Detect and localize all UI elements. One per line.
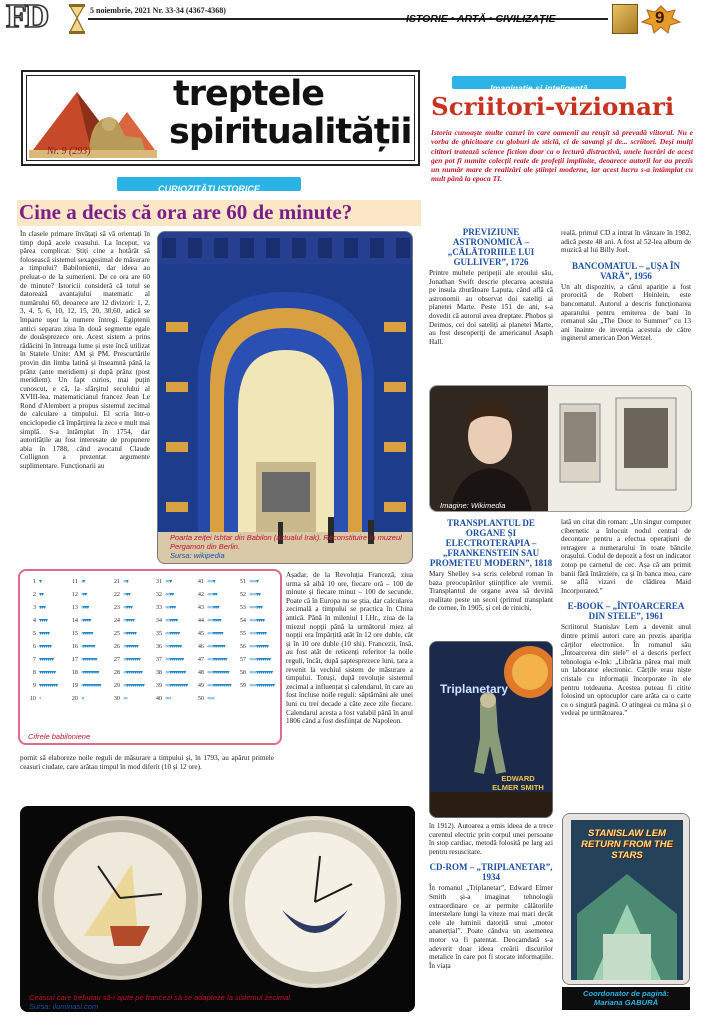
coordinator-text: Coordonator de pagină: Mariana GABURĂ	[582, 989, 670, 1007]
section-heading-transplant: TRANSPLANTUL DE ORGANE ȘI ELECTROTERAPIA – „FRANKENSTEIN SAU PROMETEU MODERN”, 1818	[429, 518, 553, 568]
section-title: ISTORIE • ARTĂ • CIVILIZAȚIE	[406, 13, 556, 25]
numeral-cell	[152, 679, 194, 692]
numeral-value: 37	[155, 656, 162, 663]
section-heading-ebook: E-BOOK – „ÎNTOARCEREA DIN STELE”, 1961	[567, 601, 685, 622]
triplanetary-title: Triplanetary	[440, 682, 509, 696]
numeral-cell	[68, 601, 110, 614]
numeral-cell	[26, 692, 68, 705]
portrait-and-books-image	[430, 386, 692, 512]
numeral-cell	[194, 640, 236, 653]
page-number-leaf	[640, 4, 682, 34]
numeral-value: 28	[113, 669, 120, 676]
numeral-value: 36	[155, 643, 162, 650]
cuneiform-glyph-icon: ‹‹‹▾	[165, 578, 172, 585]
return-from-the-stars-cover	[562, 813, 690, 985]
cuneiform-glyph-icon: ▾▾▾▾▾	[39, 630, 50, 637]
cuneiform-glyph-icon: ‹‹‹▾▾▾	[165, 604, 176, 611]
numeral-cell	[68, 575, 110, 588]
cuneiform-glyph-icon: ‹‹‹‹▾▾▾▾	[207, 617, 221, 624]
cuneiform-glyph-icon: ‹‹‹‹‹▾▾▾▾▾▾▾	[249, 656, 271, 663]
numeral-value: 43	[197, 604, 204, 611]
numeral-cell	[152, 653, 194, 666]
numeral-value: 40	[155, 695, 162, 702]
cuneiform-glyph-icon: ‹‹‹‹‹▾▾▾▾▾▾▾▾	[249, 669, 273, 676]
numeral-cell	[68, 640, 110, 653]
numeral-cell	[236, 627, 278, 640]
right-rubric-box	[452, 76, 626, 93]
cuneiform-glyph-icon: ‹‹‹‹‹▾▾▾▾▾▾▾▾▾	[249, 682, 275, 689]
cuneiform-glyph-icon: ‹▾▾▾▾▾▾▾	[81, 656, 97, 663]
numeral-value: 45	[197, 630, 204, 637]
cuneiform-glyph-icon: ‹‹‹‹‹▾▾	[249, 591, 261, 598]
numeral-cell	[236, 601, 278, 614]
cuneiform-glyph-icon: ‹▾▾▾▾▾▾▾▾▾	[81, 682, 101, 689]
numeral-cell	[236, 692, 278, 705]
ishtar-photo-caption: Poarta zeiței Ishtar din Babilon (actualul Irak). Reconstituire în muzeul Pergamon din Berlin.	[170, 533, 402, 551]
publication-logo	[6, 2, 70, 34]
cuneiform-glyph-icon: ‹‹‹‹‹▾	[249, 578, 259, 585]
numeral-cell	[236, 666, 278, 679]
numeral-value: 41	[197, 578, 204, 585]
numeral-cell	[152, 640, 194, 653]
cuneiform-glyph-icon: ‹‹	[81, 695, 84, 702]
page-number: 9	[655, 8, 665, 27]
numeral-value: 7	[32, 656, 36, 663]
cuneiform-glyph-icon: ▾▾	[39, 591, 44, 598]
cuneiform-glyph-icon: ‹▾▾▾▾	[81, 617, 91, 624]
left-rubric: CURIOZITĂȚI ISTORICE	[158, 184, 260, 194]
cuneiform-glyph-icon: ‹‹▾	[123, 578, 128, 585]
numeral-value: 13	[71, 604, 78, 611]
numeral-value: 1	[32, 578, 36, 585]
cuneiform-glyph-icon: ‹‹‹‹‹▾▾▾▾▾▾	[249, 643, 269, 650]
numeral-cell	[152, 692, 194, 705]
cuneiform-glyph-icon: ‹‹‹	[123, 695, 128, 702]
numeral-cell	[236, 575, 278, 588]
triplanetary-book-cover	[429, 641, 553, 818]
numeral-value: 52	[239, 591, 246, 598]
numeral-value: 47	[197, 656, 204, 663]
numeral-cell	[68, 627, 110, 640]
numeral-cell	[26, 614, 68, 627]
numeral-cell	[68, 588, 110, 601]
numeral-cell	[194, 601, 236, 614]
cuneiform-glyph-icon: ‹‹‹‹▾	[207, 578, 215, 585]
numeral-cell	[68, 653, 110, 666]
numeral-cell	[110, 575, 152, 588]
section-heading-cdrom: CD-ROM – „TRIPLANETAR”, 1934	[429, 862, 553, 883]
numeral-cell	[194, 679, 236, 692]
hourglass-icon	[68, 4, 86, 34]
cuneiform-glyph-icon: ‹‹‹‹	[165, 695, 171, 702]
section-text-astronomy: Printre multele peripeții ale eroului său, Jonathan Swift descrie plecarea acestuia pe insula zburătoare Laputa, când află că astronomii au observat doi sateliți ai planetei Marte. Peste 151 de ani, s-a dovedit că autorul avea dreptate. Phobos și Deimos, cei doi sateliți ai planetei Marte, au fost descoperiți de americanul Asaph Hall.	[429, 269, 553, 346]
cuneiform-glyph-icon: ‹▾	[81, 578, 85, 585]
numeral-value: 32	[155, 591, 162, 598]
numeral-cell	[26, 601, 68, 614]
cuneiform-glyph-icon: ‹‹‹▾▾▾▾▾	[165, 630, 180, 637]
rubric-banner	[21, 70, 420, 166]
ishtar-photo-source: Sursa: wikipedia	[170, 551, 225, 560]
numeral-value: 5	[32, 630, 36, 637]
coordinator-box	[562, 987, 690, 1010]
numeral-value: 3	[32, 604, 36, 611]
section-heading-astronomy: PREVIZIUNE ASTRONOMICĂ – „CĂLĂTORIILE LUI GULLIVER”, 1726	[447, 227, 535, 267]
numerals-caption: Cifrele babiloniene	[28, 732, 91, 741]
numeral-value: 20	[71, 695, 78, 702]
numeral-cell	[236, 614, 278, 627]
numeral-cell	[110, 692, 152, 705]
numeral-value: 25	[113, 630, 120, 637]
left-article-mid-text: Așadar, de la Revoluția Franceză, ziua urma să aibă 10 ore, fiecare oră – 100 de minute și fiecare minut – 100 de secunde. Poate că în Europa nu se știa, dar calcularea zecimală a timpului se practica în China antică. Până în mileniul I î.Hr., ziua de la miezul nopții până la următorul miez al nopții era împărțită atât în 12 ore duble, cât și în 10 ore duble (10 shi). Francezii, însă, au fost atât de reticenți referitor la noile reguli, încât, după șaptesprezece luni, țara a revenit la vechiul sistem de măsurare a timpului. Totuși, după revoluție sistemul zecimal a influențat și calendarul, în care au fost încluse noile reguli: săptămâni ale unei luni cu trei decade a câte zece zile fiecare. Calendarul acesta a fost valabil până în anul 1806 când a fost desființat de Napoleon.	[286, 571, 413, 726]
numeral-cell	[236, 679, 278, 692]
numeral-value: 57	[239, 656, 246, 663]
cuneiform-glyph-icon: ▾▾▾▾▾▾▾	[39, 656, 54, 663]
header-gold-block	[612, 4, 638, 34]
numeral-cell	[26, 588, 68, 601]
numeral-value: 34	[155, 617, 162, 624]
numeral-cell	[110, 679, 152, 692]
numeral-value: 12	[71, 591, 78, 598]
cuneiform-glyph-icon: ‹‹‹‹▾▾▾▾▾▾▾▾	[207, 669, 229, 676]
numeral-cell	[236, 588, 278, 601]
cuneiform-glyph-icon: ‹‹‹‹▾▾▾▾▾▾	[207, 643, 225, 650]
triplanetary-author: EDWARD ELMER SMITH	[492, 774, 544, 792]
cuneiform-glyph-icon: ▾▾▾▾▾▾▾▾▾	[39, 682, 58, 689]
decimal-clocks-photo	[20, 806, 415, 1012]
cuneiform-glyph-icon: ‹▾▾▾▾▾▾	[81, 643, 95, 650]
clocks-source: Sursa: iluminasi.com	[29, 1002, 99, 1011]
cuneiform-glyph-icon: ‹‹‹▾▾	[165, 591, 174, 598]
numeral-value: 56	[239, 643, 246, 650]
numeral-cell	[152, 666, 194, 679]
numeral-cell	[110, 601, 152, 614]
numeral-cell	[152, 588, 194, 601]
cuneiform-glyph-icon: ‹‹▾▾▾▾▾▾▾	[123, 656, 140, 663]
numeral-cell	[110, 640, 152, 653]
cuneiform-glyph-icon: ‹	[39, 695, 41, 702]
right-left-column-mid	[429, 518, 553, 613]
left-article-title: Cine a decis că ora are 60 de minute?	[19, 200, 353, 224]
right-rubric: Imaginație și inteligență	[490, 83, 588, 93]
shelley-photo-caption: Imagine: Wikimedia	[440, 501, 506, 510]
numeral-cell	[194, 692, 236, 705]
cuneiform-glyph-icon: ▾▾▾▾▾▾▾▾	[39, 669, 56, 676]
issue-line: 5 noiembrie, 2021 Nr. 33-34 (4367-4368)	[90, 6, 226, 15]
cuneiform-glyph-icon: ‹‹‹‹▾▾	[207, 591, 217, 598]
numeral-value: 21	[113, 578, 120, 585]
right-left-column-bottom	[429, 822, 553, 970]
numeral-cell	[194, 614, 236, 627]
cuneiform-glyph-icon: ‹▾▾	[81, 591, 87, 598]
numeral-value: 29	[113, 682, 120, 689]
right-right-column-mid	[561, 518, 691, 718]
numeral-cell	[26, 679, 68, 692]
numeral-value: 23	[113, 604, 120, 611]
clocks-caption: Ceasuri care trebuiau să-i ajute pe francezi să se adapteze la sistemul zecimal.	[29, 993, 293, 1002]
section-text-atm: Un alt dispozitiv, a cărui apariție a fost prorocită de Robert Heinlein, este bancomatul. Autorul a descris funcționarea aparatului pentru emiterea de bani în romanul său „The Door to Summer” cu 13 ani înainte de invenția acestuia de către inginerul american Don Wetzel.	[561, 282, 691, 343]
numeral-value: 44	[197, 617, 204, 624]
numeral-cell	[68, 614, 110, 627]
banner-title-line2: spiritualității	[169, 112, 412, 152]
numerals-grid	[26, 575, 278, 731]
numeral-value: 51	[239, 578, 246, 585]
numeral-cell	[26, 653, 68, 666]
logo-text: FD	[6, 0, 48, 35]
numeral-value: 49	[197, 682, 204, 689]
numeral-value: 38	[155, 669, 162, 676]
cuneiform-glyph-icon: ‹‹▾▾▾▾	[123, 617, 134, 624]
numeral-value: 59	[239, 682, 246, 689]
numeral-value: 11	[72, 578, 78, 585]
cuneiform-glyph-icon: ‹‹‹▾▾▾▾▾▾▾▾	[165, 669, 186, 676]
cuneiform-glyph-icon: ‹‹‹‹‹▾▾▾▾	[249, 617, 265, 624]
cuneiform-glyph-icon: ‹‹‹▾▾▾▾▾▾	[165, 643, 182, 650]
cuneiform-glyph-icon: ▾	[39, 578, 42, 585]
numeral-value: 24	[113, 617, 120, 624]
cuneiform-glyph-icon: ‹‹‹▾▾▾▾▾▾▾▾▾	[165, 682, 188, 689]
numeral-cell	[194, 575, 236, 588]
numeral-value: 22	[113, 591, 120, 598]
numeral-value: 46	[197, 643, 204, 650]
left-title-box	[17, 200, 421, 226]
numeral-value: 54	[239, 617, 246, 624]
cuneiform-glyph-icon: ‹▾▾▾▾▾▾▾▾	[81, 669, 99, 676]
cuneiform-glyph-icon: ‹▾▾▾▾▾	[81, 630, 93, 637]
numeral-value: 9	[32, 682, 36, 689]
section-text-transplant: Mary Shelley s-a scris celebrul roman în baza preocupărilor științifice ale vremii. Transplantul de organe avea să devină realitate peste un secol (primul transplant de cornee, în 1905, și cel de rinichi,	[429, 570, 553, 613]
numeral-value: 15	[71, 630, 78, 637]
section-heading-atm: BANCOMATUL – „UȘA ÎN VARĂ”, 1956	[571, 260, 681, 281]
cuneiform-glyph-icon: ‹‹‹‹▾▾▾▾▾	[207, 630, 223, 637]
numeral-value: 27	[113, 656, 120, 663]
numeral-cell	[26, 640, 68, 653]
right-left-column-top	[429, 227, 553, 346]
numeral-value: 26	[113, 643, 120, 650]
numeral-cell	[152, 575, 194, 588]
numeral-value: 8	[32, 669, 36, 676]
cuneiform-glyph-icon: ‹‹▾▾▾▾▾▾▾▾	[123, 669, 142, 676]
numeral-value: 55	[239, 630, 246, 637]
babylonian-numerals-table	[18, 569, 282, 745]
numeral-cell	[110, 614, 152, 627]
numeral-value: 39	[155, 682, 162, 689]
left-article-bottom-text: pornit să elaboreze noile reguli de măsurare a timpului și, în 1793, au apărut primele ceasuri ciudate, care arătau timpul în mod diferit (10 și 12 ore).	[20, 754, 274, 771]
numeral-value: 53	[239, 604, 246, 611]
numeral-cell	[68, 692, 110, 705]
cuneiform-glyph-icon: ‹‹▾▾▾▾▾	[123, 630, 136, 637]
numeral-value: 42	[197, 591, 204, 598]
numeral-cell	[236, 640, 278, 653]
numeral-cell	[68, 679, 110, 692]
numeral-value: 14	[71, 617, 78, 624]
section-text-cdrom: În romanul „Triplanetar”, Edward Elmer Smith și-a imaginat tehnologii extraordinare ce ar permite călătoriile interstelare lungi la viteze mai mari decât cele ale luminii datorită unui „motor ananerțial”. Poate cândva un asemenea motor va fi patentat. Deocamdată s-a adeverit doar ideea creării discurilor metalice în care pot fi stocate informațiile. În viața	[429, 884, 553, 970]
numeral-cell	[194, 653, 236, 666]
numeral-value: 2	[32, 591, 36, 598]
cuneiform-glyph-icon: ‹▾▾▾	[81, 604, 89, 611]
mary-shelley-photo	[429, 385, 692, 512]
left-rubric-box	[117, 177, 301, 194]
right-article-intro: Istoria cunoaște multe cazuri în care oamenii au reușit să prevadă viitorul. Nu e vorba de ghicitoare cu globuri de sticlă, ci de savanți și de... scriitori. Deși mulți cititori tratează science fiction doar ca o lectură distractivă, unele lucrări de acest gen pot fi numite colecții reale de profeții împlinite, deoarece autorii lor au prezis un număr mare de realizări ale științei moderne, iar acest lucru s-a întâmplat cu mult până la epoca TI.	[431, 128, 693, 184]
numeral-value: 18	[71, 669, 78, 676]
left-article-col1: În clasele primare învățați să vă orientați în timp după acele ceasului. La început, va părea complicat. Știți cine a hotărât să folosească sistemul sexagesimal de măsurare a timpului? Babilonienii, dar ideea au preluat-o de la sumerieni. De ce ora are 60 de minute? Istoricii consideră că totul se datorează avantajului matematic al numărului 60, deoarece are 12 divizori: 1, 2, 3, 4, 5, 6, 10, 12, 15, 20, 30,60, adică se împarte ușor la numere întregi. Egiptenii antici separau ziua în două segmente egale de douăsprezece ore. Acest sistem a prins rădăcini în întreaga lume și este încă utilizat în Statele Unite: AM și PM. Prescurtările provin din limba latină și înseamnă până la prânz (ante meridiem) și după prânz (post meridiem). Un fapt curios, mai puțin cunoscut, e că, la sfârșitul secolului al XVIII-lea, matematicianul francez Jean Le Rond d'Alembert a propus sistemul zecimal de calculare a timpului. El scria într-o enciclopedie că împărțirea la zece e mult mai simplă. S-a întâmplat în 1754, dar autoritățile au fost interesate de propunere abia în 1788, când avocatul Claude Collignon a prezentat argumente suplimentare. Funcționarii au	[20, 230, 150, 471]
page-header	[0, 0, 707, 36]
cuneiform-glyph-icon: ‹‹‹▾▾▾▾	[165, 617, 178, 624]
cuneiform-glyph-icon: ‹‹‹‹‹▾▾▾	[249, 604, 263, 611]
section-text-transplant-continued: în 1912). Autoarea a emis ideea de a trece curentul electric prin corpul unei persoane în stop cardiac, metodă folosită pe larg azi pentru resuscitare.	[429, 822, 553, 856]
left-article-col1-end	[20, 556, 150, 566]
ishtar-gate-image	[158, 232, 413, 564]
numeral-cell	[26, 666, 68, 679]
section-text-atm-quote: lată un citat din roman: „Un singur computer cibernetic a înlocuit nodul central de decontare pentru a efectua operațiuni de retragere a numerarului în toate băncile orașului. Codul de depozit a fost un indicator zotop pe carnetul de cec. Așa că am primit banii fără întârziere, ca și în banca mea, care se află vizavi de clădirea Maid Incorporated.”	[561, 518, 691, 595]
cuneiform-glyph-icon: ‹‹‹‹▾▾▾	[207, 604, 219, 611]
cuneiform-glyph-icon: ‹‹‹‹▾▾▾▾▾▾▾▾▾	[207, 682, 231, 689]
cuneiform-glyph-icon: ‹‹‹▾▾▾▾▾▾▾	[165, 656, 184, 663]
numeral-cell	[194, 588, 236, 601]
numeral-value: 58	[239, 669, 246, 676]
numeral-cell	[110, 627, 152, 640]
numeral-value: 35	[155, 630, 162, 637]
cuneiform-glyph-icon: ‹‹‹‹▾▾▾▾▾▾▾	[207, 656, 227, 663]
numeral-cell	[68, 666, 110, 679]
numeral-value: 50	[197, 695, 204, 702]
cuneiform-glyph-icon: ‹‹‹‹‹	[207, 695, 214, 702]
numeral-value: 16	[71, 643, 78, 650]
numeral-value: 17	[71, 656, 78, 663]
right-right-column-top	[561, 229, 691, 343]
clocks-image	[20, 806, 415, 1012]
banner-title-line1: treptele	[173, 74, 324, 114]
numeral-cell	[26, 575, 68, 588]
cuneiform-glyph-icon: ▾▾▾▾	[39, 617, 48, 624]
numeral-cell	[110, 653, 152, 666]
section-text-ebook: Scriitorul Stanislav Lem a devenit unul dintre primii autori care au prezis apariția cărților electronice. În romanul său „Întoarcerea din stele” el a descris perfect tehnologia e-Ink: „Librăria părea mai mult un laborator electronic. Cărțile erau niște cristale cu informații încorporate în ele pentru totdeauna. Acestea puteau fi citite folosind un optocuplor care arăta ca o carte cu o singură pagină. O atingeai cu mâna și o vedeai pe următoarea.”	[561, 623, 691, 718]
cuneiform-glyph-icon: ▾▾▾	[39, 604, 46, 611]
section-text-cd-continued: reală, primul CD a intrat în vânzare în 1982, adică peste 48 ani. A fost al 52-lea album de muzică al lui Billy Joel.	[561, 229, 691, 255]
cuneiform-glyph-icon: ‹‹‹‹‹▾▾▾▾▾	[249, 630, 267, 637]
numeral-cell	[152, 614, 194, 627]
numeral-cell	[152, 627, 194, 640]
numeral-value: 48	[197, 669, 204, 676]
numeral-value: 30	[113, 695, 120, 702]
cuneiform-glyph-icon: ▾▾▾▾▾▾	[39, 643, 52, 650]
numeral-cell	[26, 627, 68, 640]
numeral-cell	[110, 588, 152, 601]
banner-number: Nr. 9 (293)	[47, 146, 91, 157]
cuneiform-glyph-icon: ‹‹▾▾▾	[123, 604, 132, 611]
numeral-value: 10	[29, 695, 36, 702]
numeral-cell	[236, 653, 278, 666]
numeral-value: 6	[32, 643, 36, 650]
ishtar-gate-photo	[157, 231, 413, 564]
numeral-value: 19	[71, 682, 78, 689]
return-cover-title: STANISLAW LEM RETURN FROM THE STARS	[581, 828, 673, 861]
numeral-value: 4	[32, 617, 36, 624]
cuneiform-glyph-icon: ‹‹▾▾	[123, 591, 130, 598]
cuneiform-glyph-icon: ‹‹▾▾▾▾▾▾▾▾▾	[123, 682, 144, 689]
numeral-value: 31	[155, 578, 162, 585]
numeral-cell	[152, 601, 194, 614]
cuneiform-glyph-icon: ‹‹▾▾▾▾▾▾	[123, 643, 138, 650]
numeral-cell	[194, 666, 236, 679]
right-article-title: Scriitori-vizionari	[431, 92, 675, 121]
numeral-cell	[110, 666, 152, 679]
numeral-cell	[194, 627, 236, 640]
numeral-value: 33	[155, 604, 162, 611]
